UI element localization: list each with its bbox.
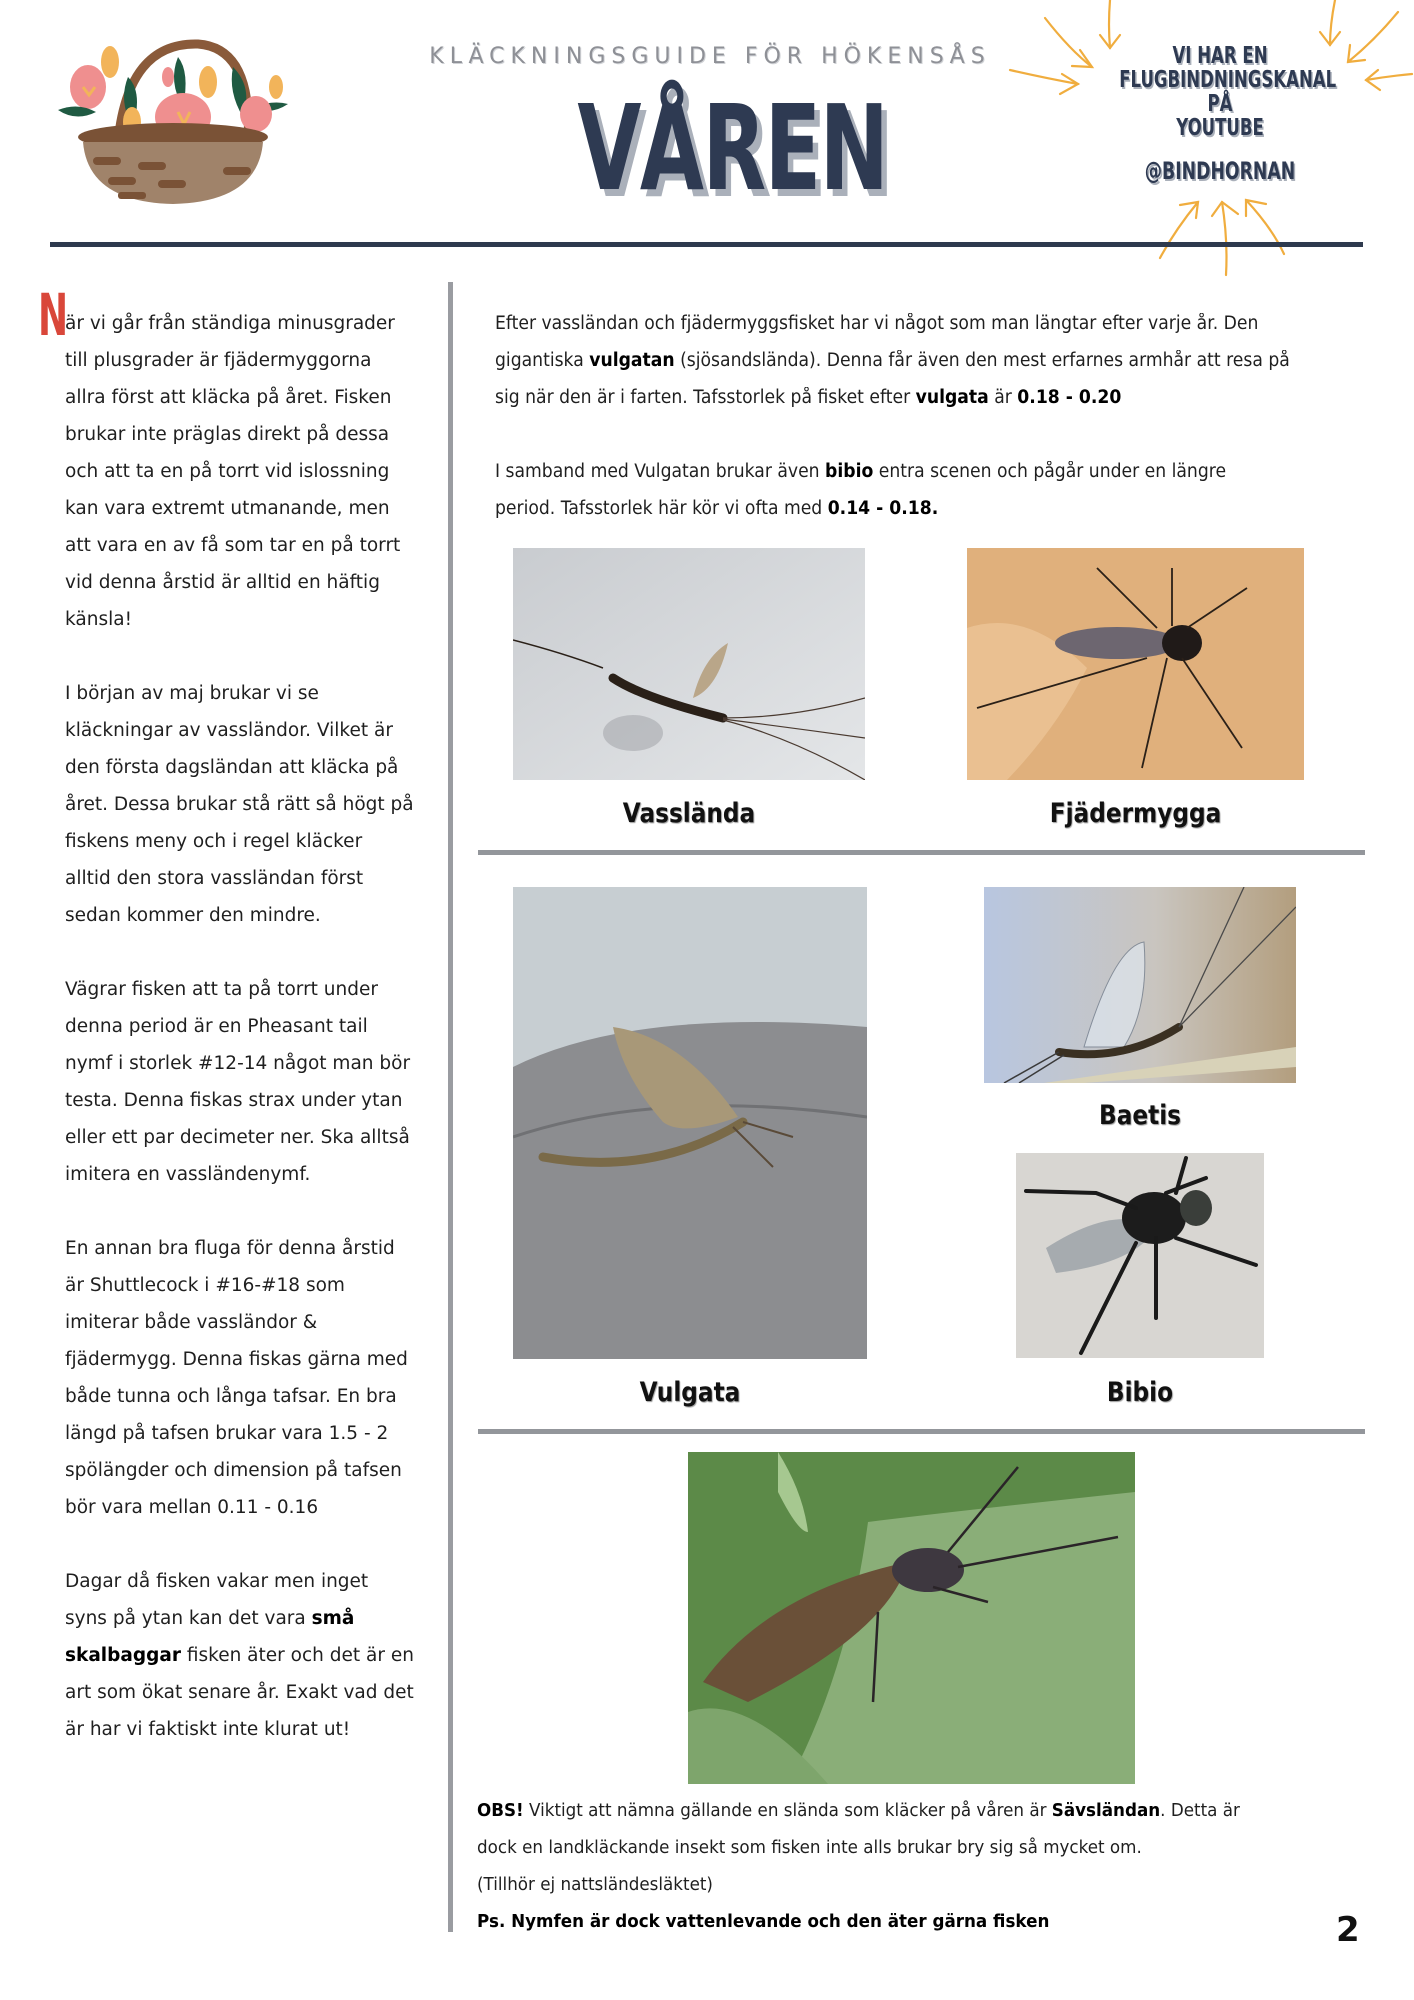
caption-bibio: Bibio [1106, 1377, 1174, 1408]
paragraph-skalbaggar [65, 1563, 425, 1748]
right-column-intro [495, 305, 1375, 564]
text-line: fjädermygg. Denna fiskas gärna med [65, 1349, 408, 1370]
text-run: period. Tafsstorlek här kör vi ofta med [495, 498, 828, 519]
text-line: är har vi faktiskt inte klurat ut! [65, 1719, 351, 1740]
photo-baetis [984, 887, 1296, 1083]
youtube-promo-line: YOUTUBE [1176, 115, 1264, 141]
bold-text: skalbaggar [65, 1645, 181, 1666]
bold-text: bibio [825, 461, 874, 482]
bold-text: Sävsländan [1051, 1800, 1161, 1821]
flower-basket-illustration [48, 32, 298, 212]
text-run: I samband med Vulgatan brukar även [495, 461, 826, 482]
text-line: att vara en av få som tar en på torrt [65, 535, 401, 556]
text-line: längd på tafsen brukar vara 1.5 - 2 [65, 1423, 389, 1444]
text-run: . Detta är [1160, 1800, 1240, 1821]
text-line: alltid den stora vassländan först [65, 868, 364, 889]
paragraph-pheasant-tail [65, 971, 425, 1193]
text-line: kläckningar av vassländor. Vilket är [65, 720, 393, 741]
text-line [495, 490, 1313, 527]
text-line: bör vara mellan 0.11 - 0.16 [65, 1497, 319, 1518]
text-line: eller ett par decimeter ner. Ska alltså [65, 1127, 410, 1148]
text-line: kan vara extremt utmanande, men [65, 498, 390, 519]
text-line: dock en landkläckande insekt som fisken inte alls brukar bry sig så mycket om. [477, 1837, 1142, 1858]
paragraph-intro [65, 305, 425, 638]
text-run: entra scenen och pågår under en längre [873, 461, 1227, 482]
text-line: brukar inte präglas direkt på dessa [65, 424, 390, 445]
photo-savslanda [688, 1452, 1135, 1784]
text-line: nymf i storlek #12-14 något man bör [65, 1053, 411, 1074]
paragraph-shuttlecock [65, 1230, 425, 1526]
text-line: till plusgrader är fjädermyggorna [65, 350, 372, 371]
bold-text: vulgatan [589, 350, 675, 371]
text-line: Dagar då fisken vakar men inget [65, 1571, 369, 1592]
caption-baetis: Baetis [1099, 1100, 1181, 1131]
text-line: denna period är en Pheasant tail [65, 1016, 368, 1037]
left-column-text [65, 305, 425, 1785]
text-line: både tunna och långa tafsar. En bra [65, 1386, 397, 1407]
youtube-channel-promo [1119, 43, 1337, 141]
text-line: En annan bra fluga för denna årstid [65, 1238, 395, 1259]
text-line [477, 1792, 1295, 1829]
text-line: året. Dessa brukar stå rätt så högt på [65, 794, 414, 815]
text-line: känsla! [65, 609, 132, 630]
photo-vasslanda [513, 548, 865, 780]
bold-text: vulgata [915, 387, 989, 408]
text-line: den första dagsländan att kläcka på [65, 757, 399, 778]
page-number: 2 [1336, 1910, 1360, 1950]
photo-fjadermygga [967, 548, 1304, 780]
bold-text: OBS! [477, 1800, 524, 1821]
text-line: I början av maj brukar vi se [65, 683, 319, 704]
header-divider [50, 242, 1363, 247]
text-line: Vägrar fisken att ta på torrt under [65, 979, 378, 1000]
text-line [495, 379, 1313, 416]
photo-vulgata [513, 887, 867, 1359]
caption-vasslanda: Vasslända [622, 798, 756, 829]
bottom-note [477, 1792, 1357, 1940]
text-line: är vi går från ständiga minusgrader [65, 313, 395, 334]
text-line [65, 1600, 425, 1637]
text-line: spölängder och dimension på tafsen [65, 1460, 402, 1481]
text-line: art som ökat senare år. Exakt vad det [65, 1682, 414, 1703]
caption-vulgata: Vulgata [639, 1377, 741, 1408]
paragraph-bibio [495, 453, 1375, 527]
section-divider [478, 850, 1365, 855]
text-line [477, 1903, 1295, 1940]
text-line: är Shuttlecock i #16-#18 som [65, 1275, 345, 1296]
text-line: Efter vassländan och fjädermyggsfisket har vi något som man längtar efter varje år. Den [495, 313, 1259, 334]
bold-text: 0.14 - 0.18. [827, 498, 939, 519]
text-line: fiskens meny och i regel kläcker [65, 831, 363, 852]
text-run: fisken äter och det är en [180, 1645, 414, 1666]
text-run: syns på ytan kan det vara [65, 1608, 312, 1629]
youtube-promo-line: FLUGBINDNINGSKANAL PÅ [1119, 67, 1337, 117]
guide-subtitle: KLÄCKNINGSGUIDE FÖR HÖKENSÅS [429, 44, 991, 69]
photo-bibio [1016, 1153, 1264, 1358]
bold-text: Ps. Nymfen är dock vattenlevande och den äter gärna fisken [477, 1911, 1050, 1932]
youtube-promo-line: VI HAR EN [1172, 43, 1268, 69]
bold-text: små [311, 1608, 355, 1629]
text-line: imitera en vassländenymf. [65, 1164, 311, 1185]
text-line: sedan kommer den mindre. [65, 905, 321, 926]
text-run: Viktigt att nämna gällande en slända som kläcker på våren är [523, 1800, 1052, 1821]
text-line [65, 1637, 425, 1674]
text-line [495, 342, 1313, 379]
text-line [495, 453, 1313, 490]
text-run: (sjösandslända). Denna får även den mest erfarnes armhår att resa på [674, 350, 1290, 371]
page-title: VÅREN [577, 79, 888, 217]
column-divider [448, 282, 453, 1932]
drop-cap: N [38, 281, 69, 349]
youtube-handle: @BINDHORNAN [1144, 157, 1296, 185]
text-line: (Tillhör ej nattsländesläktet) [477, 1874, 713, 1895]
text-run: gigantiska [495, 350, 590, 371]
text-line: allra först att kläcka på året. Fisken [65, 387, 392, 408]
text-line: och att ta en på torrt vid islossning [65, 461, 390, 482]
bold-text: 0.18 - 0.20 [1017, 387, 1122, 408]
text-line: testa. Denna fiskas strax under ytan [65, 1090, 403, 1111]
paragraph-vulgata [495, 305, 1375, 416]
text-run: är [988, 387, 1018, 408]
paragraph-vasslandor [65, 675, 425, 934]
section-divider [478, 1429, 1365, 1434]
text-run: sig när den är i farten. Tafsstorlek på fisket efter [495, 387, 916, 408]
text-line: imiterar både vassländor & [65, 1312, 318, 1333]
caption-fjadermygga: Fjädermygga [1049, 798, 1222, 829]
text-line: vid denna årstid är alltid en häftig [65, 572, 380, 593]
